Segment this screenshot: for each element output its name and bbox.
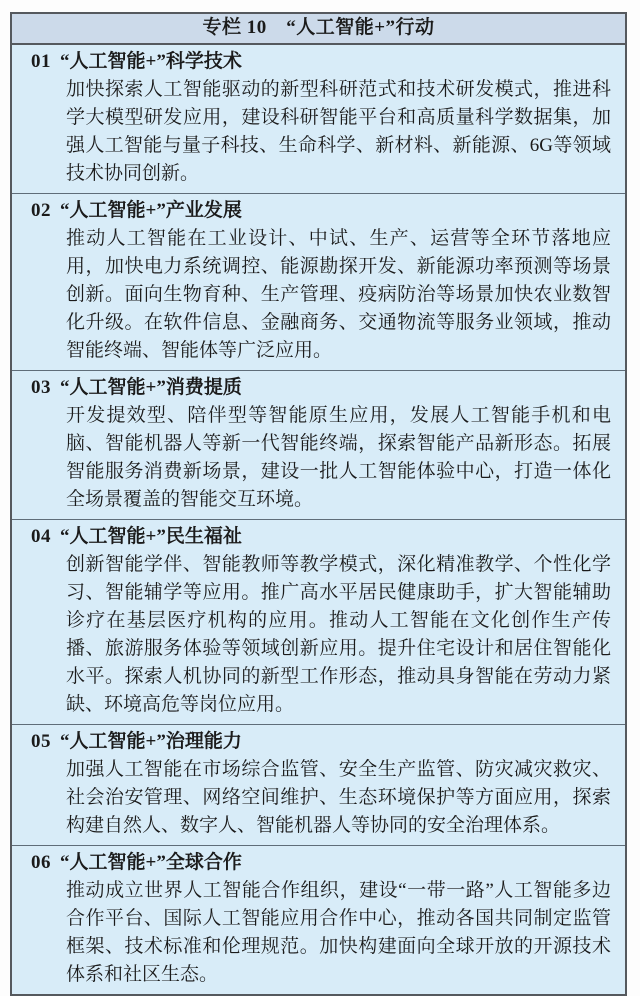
section-number: 04: [31, 526, 51, 547]
section-heading-row: [20, 49, 611, 75]
box-title: 专栏 10 “人工智能+”行动: [12, 14, 625, 45]
section-number: 05: [31, 731, 51, 752]
section-heading: “人工智能+”民生福祉: [60, 526, 242, 547]
section-heading-row: [20, 524, 611, 550]
section-heading: “人工智能+”产业发展: [60, 200, 242, 221]
section-heading-row: [20, 850, 611, 876]
section-number: 01: [31, 51, 51, 72]
section-02: [12, 194, 625, 371]
section-number: 06: [31, 852, 51, 873]
section-heading: “人工智能+”全球合作: [60, 852, 242, 873]
section-body-text: 加快探索人工智能驱动的新型科研范式和技术研发模式，推进科学大模型研发应用，建设科研智能平台和高质量科学数据集，加强人工智能与量子科技、生命科学、新材料、新能源、6G等领域技术协同创新。: [66, 79, 611, 184]
section-03: [12, 371, 625, 520]
section-heading: “人工智能+”消费提质: [60, 377, 242, 398]
section-04: [12, 520, 625, 725]
section-body-text: 推动人工智能在工业设计、中试、生产、运营等全环节落地应用，加快电力系统调控、能源勘探开发、新能源功率预测等场景创新。面向生物育种、生产管理、疫病防治等场景加快农业数智化升级。在软件信息、金融商务、交通物流等服务业领域，推动智能终端、智能体等广泛应用。: [66, 228, 611, 361]
section-body-text: 开发提效型、陪伴型等智能原生应用，发展人工智能手机和电脑、智能机器人等新一代智能终端，探索智能产品新形态。拓展智能服务消费新场景，建设一批人工智能体验中心，打造一体化全场景覆盖的智能交互环境。: [66, 405, 611, 510]
section-01: [12, 45, 625, 194]
section-06: [12, 846, 625, 994]
section-body-text: 加强人工智能在市场综合监管、安全生产监管、防灾减灾救灾、社会治安管理、网络空间维护、生态环境保护等方面应用，探索构建自然人、数字人、智能机器人等协同的安全治理体系。: [66, 759, 611, 836]
section-heading-row: [20, 375, 611, 401]
section-heading: “人工智能+”治理能力: [60, 731, 242, 752]
section-05: [12, 725, 625, 846]
policy-column-box: [10, 12, 627, 996]
section-body-text: 创新智能学伴、智能教师等教学模式，深化精准教学、个性化学习、智能辅学等应用。推广高水平居民健康助手，扩大智能辅助诊疗在基层医疗机构的应用。推动人工智能在文化创作生产传播、旅游服务体验等领域创新应用。提升住宅设计和居住智能化水平。探索人机协同的新型工作形态，推动具身智能在劳动力紧缺、环境高危等岗位应用。: [66, 554, 611, 715]
section-heading-row: [20, 198, 611, 224]
section-body-text: 推动成立世界人工智能合作组织，建设“一带一路”人工智能多边合作平台、国际人工智能应用合作中心，推动各国共同制定监管框架、技术标准和伦理规范。加快构建面向全球开放的开源技术体系和社区生态。: [66, 880, 611, 985]
section-number: 03: [31, 377, 51, 398]
section-number: 02: [31, 200, 51, 221]
section-heading: “人工智能+”科学技术: [60, 51, 242, 72]
section-heading-row: [20, 729, 611, 755]
